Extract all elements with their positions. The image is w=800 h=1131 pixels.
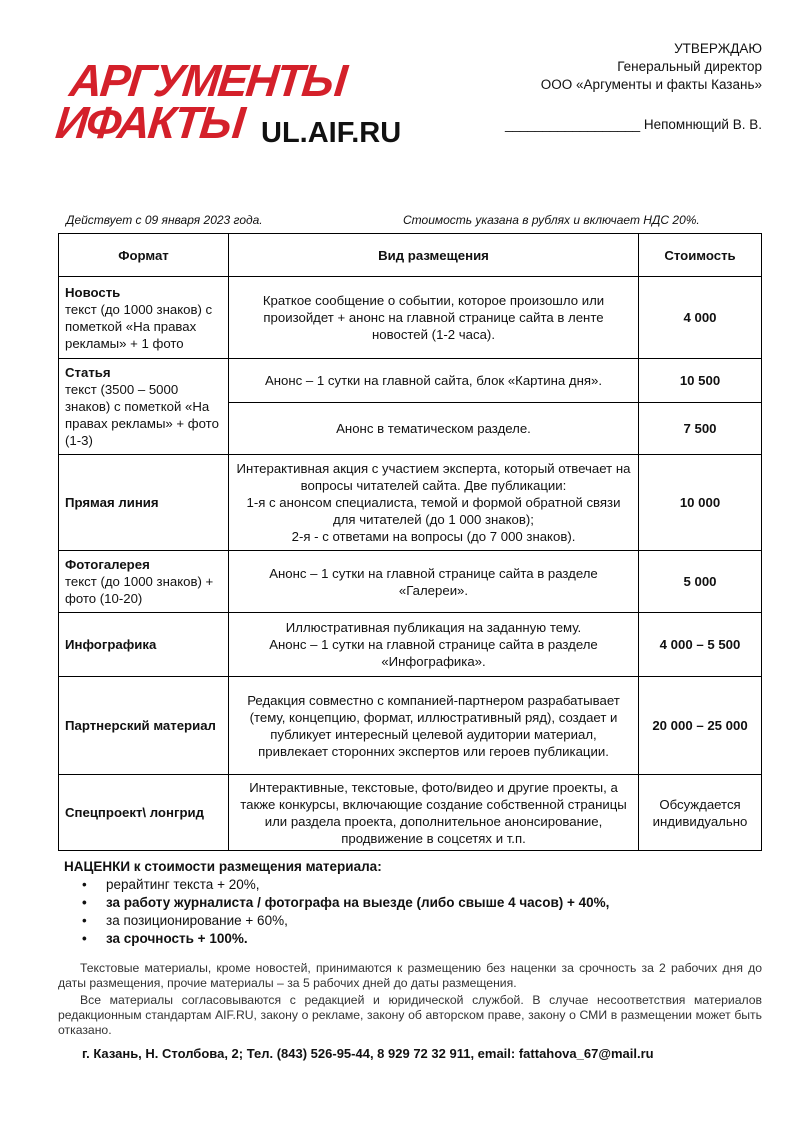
price-cell: 7 500	[639, 403, 762, 455]
format-cell	[59, 775, 229, 851]
markups-title: НАЦЕНКИ к стоимости размещения материала:	[64, 859, 382, 874]
format-name: Статья	[65, 365, 111, 380]
header-placement: Вид размещения	[229, 234, 639, 277]
approval-position: Генеральный директор	[617, 59, 762, 74]
price-cell: 4 000	[639, 277, 762, 359]
approval-signature: __________________ Непомнющий В. В.	[504, 117, 762, 132]
header-format: Формат	[59, 234, 229, 277]
table-row	[59, 613, 762, 677]
placement-line: 2-я - с ответами на вопросы (до 7 000 знаков).	[291, 529, 576, 544]
placement-line: Интерактивная акция с участием эксперта, который отвечает на вопросы читателей сайта. Две публикации:	[236, 461, 631, 493]
format-details: текст (до 1000 знаков) + фото (10-20)	[65, 574, 214, 606]
format-details: текст (до 1000 знаков) с пометкой «На правах рекламы» + 1 фото	[65, 301, 213, 351]
note-paragraph	[58, 993, 762, 1038]
bullet-icon: •	[82, 895, 87, 910]
markups-list	[64, 876, 764, 948]
note-text: Текстовые материалы, кроме новостей, принимаются к размещению без наценки за срочность за 2 рабочих дня до даты размещения, прочие материалы – за 5 рабочих дней до даты размещения.	[58, 961, 762, 990]
format-cell	[59, 551, 229, 613]
contacts-line: г. Казань, Н. Столбова, 2; Тел. (843) 526-95-44, 8 929 72 32 911, email: fattahova_67@mail.ru	[82, 1046, 654, 1061]
logo-line-1: АРГУМЕНТЫ	[67, 55, 348, 106]
valid-from: Действует с 09 января 2023 года.	[66, 213, 263, 227]
format-cell	[59, 613, 229, 677]
placement-cell: Редакция совместно с компанией-партнером разрабатывает (тему, концепцию, формат, иллюстративный ряд), создает и публикует интересный целевой аудитории материал, привлекает сторонних экспертов или героев публикации.	[229, 677, 639, 775]
format-name: Фотогалерея	[65, 557, 150, 572]
price-cell: Обсуждается индивидуально	[639, 775, 762, 851]
vat-note: Стоимость указана в рублях и включает НДС 20%.	[403, 213, 700, 227]
table-row	[59, 551, 762, 613]
placement-cell: Интерактивные, текстовые, фото/видео и другие проекты, а также конкурсы, включающие создание собственной страницы или раздела проекта, дополнительное анонсирование, продвижение в соцсетях и т.п.	[229, 775, 639, 851]
markup-text: за позиционирование + 60%,	[106, 913, 288, 928]
price-table	[58, 233, 762, 851]
table-row	[59, 677, 762, 775]
price-cell: 5 000	[639, 551, 762, 613]
markups-section	[64, 858, 764, 948]
format-details: текст (3500 – 5000 знаков) с пометкой «На правах рекламы» + фото (1-3)	[65, 382, 219, 448]
header-cost: Стоимость	[639, 234, 762, 277]
list-item	[64, 876, 764, 894]
markup-text: за работу журналиста / фотографа на выезде (либо свыше 4 часов) + 40%,	[106, 895, 610, 910]
note-text: Все материалы согласовываются с редакцией и юридической службой. В случае несоответствия материалов редакционным стандартам AIF.RU, закону о рекламе, закону об авторском праве, закону о СМИ в размещении может быть отказано.	[58, 993, 762, 1037]
placement-line: Анонс – 1 сутки на главной странице сайта в разделе «Инфографика».	[269, 637, 598, 669]
table-header-row	[59, 234, 762, 277]
placement-cell: Краткое сообщение о событии, которое произошло или произойдет + анонс на главной странице сайта в ленте новостей (1-2 часа).	[229, 277, 639, 359]
markup-text: рерайтинг текста + 20%,	[106, 877, 260, 892]
price-cell: 10 500	[639, 359, 762, 403]
format-cell	[59, 277, 229, 359]
list-item	[64, 912, 764, 930]
bullet-icon: •	[82, 931, 87, 946]
format-cell	[59, 677, 229, 775]
format-cell	[59, 455, 229, 551]
format-name: Партнерский материал	[65, 718, 216, 733]
price-cell: 20 000 – 25 000	[639, 677, 762, 775]
approval-block	[505, 40, 762, 134]
table-row	[59, 277, 762, 359]
bullet-icon: •	[82, 877, 87, 892]
placement-line: Иллюстративная публикация на заданную тему.	[285, 620, 582, 635]
note-paragraph	[58, 961, 762, 991]
table-row	[59, 455, 762, 551]
markup-text: за срочность + 100%.	[106, 931, 248, 946]
placement-cell: Анонс в тематическом разделе.	[229, 403, 639, 455]
price-cell: 10 000	[639, 455, 762, 551]
format-name: Новость	[65, 284, 121, 300]
format-cell	[59, 359, 229, 455]
placement-cell	[229, 613, 639, 677]
aif-logo	[53, 52, 406, 152]
bullet-icon: •	[82, 913, 87, 928]
table-row	[59, 775, 762, 851]
approval-title: УТВЕРЖДАЮ	[674, 41, 762, 56]
format-name: Инфографика	[65, 637, 157, 652]
format-name: Спецпроект\ лонгрид	[65, 805, 204, 820]
table-row	[59, 359, 762, 403]
price-cell: 4 000 – 5 500	[639, 613, 762, 677]
format-name: Прямая линия	[65, 495, 159, 510]
list-item	[64, 930, 764, 948]
placement-cell: Анонс – 1 сутки на главной странице сайта в разделе «Галереи».	[229, 551, 639, 613]
placement-cell	[229, 455, 639, 551]
placement-line: 1-я с анонсом специалиста, темой и формой обратной связи для читателей (до 1 000 знаков);	[246, 495, 621, 527]
logo-site: UL.AIF.RU	[261, 117, 402, 149]
list-item	[64, 894, 764, 912]
logo-line-2: ИФАКТЫ	[53, 97, 246, 148]
placement-cell: Анонс – 1 сутки на главной сайта, блок «Картина дня».	[229, 359, 639, 403]
approval-company: ООО «Аргументы и факты Казань»	[540, 77, 762, 92]
